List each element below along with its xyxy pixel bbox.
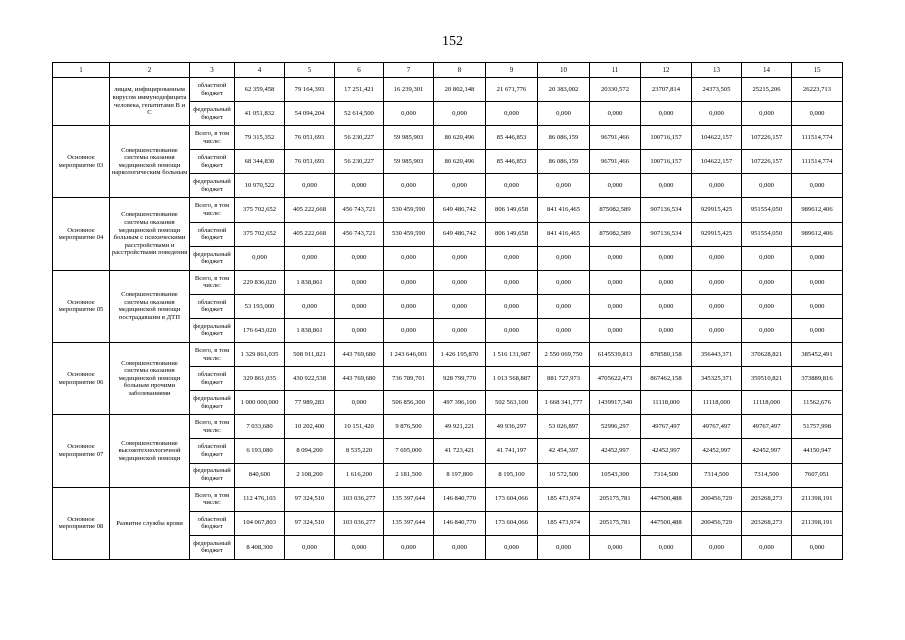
column-header: 10 bbox=[538, 63, 590, 78]
value-cell: 356443,371 bbox=[692, 343, 742, 367]
value-cell: 7314,500 bbox=[742, 463, 792, 487]
column-header: 6 bbox=[335, 63, 384, 78]
value-cell: 0,000 bbox=[590, 174, 641, 198]
value-cell: 20 383,002 bbox=[538, 78, 590, 102]
value-cell: 16 239,301 bbox=[384, 78, 434, 102]
value-cell: 0,000 bbox=[486, 318, 538, 342]
funding-source-cell: областной бюджет bbox=[190, 150, 235, 174]
column-header: 12 bbox=[641, 63, 692, 78]
value-cell: 11118,000 bbox=[692, 391, 742, 415]
value-cell: 205175,781 bbox=[590, 487, 641, 511]
value-cell: 7607,051 bbox=[792, 463, 843, 487]
value-cell: 1 013 568,887 bbox=[486, 367, 538, 391]
value-cell: 86 086,159 bbox=[538, 126, 590, 150]
value-cell: 0,000 bbox=[434, 270, 486, 294]
value-cell: 8 535,220 bbox=[335, 439, 384, 463]
value-cell: 0,000 bbox=[590, 270, 641, 294]
value-cell: 211398,191 bbox=[792, 487, 843, 511]
event-name-cell: Совершенствование высокотехнологичной медицинской помощи bbox=[110, 415, 190, 487]
value-cell: 0,000 bbox=[590, 246, 641, 270]
funding-source-cell: областной бюджет bbox=[190, 511, 235, 535]
value-cell: 42 454,397 bbox=[538, 439, 590, 463]
event-name-cell: лицам, инфицированным вирусом иммунодефицита человека, гепатитами B и C bbox=[110, 78, 190, 126]
value-cell: 11562,676 bbox=[792, 391, 843, 415]
value-cell: 907136,534 bbox=[641, 198, 692, 222]
value-cell: 0,000 bbox=[335, 246, 384, 270]
value-cell: 85 446,853 bbox=[486, 126, 538, 150]
value-cell: 0,000 bbox=[792, 102, 843, 126]
value-cell: 107226,157 bbox=[742, 150, 792, 174]
value-cell: 929915,425 bbox=[692, 222, 742, 246]
funding-source-cell: федеральный бюджет bbox=[190, 102, 235, 126]
value-cell: 875082,589 bbox=[590, 198, 641, 222]
value-cell: 100716,157 bbox=[641, 126, 692, 150]
value-cell: 0,000 bbox=[792, 174, 843, 198]
value-cell: 0,000 bbox=[742, 294, 792, 318]
value-cell: 875082,589 bbox=[590, 222, 641, 246]
value-cell: 185 473,974 bbox=[538, 511, 590, 535]
value-cell: 111514,774 bbox=[792, 150, 843, 174]
value-cell: 112 476,103 bbox=[235, 487, 285, 511]
funding-source-cell: Всего, в том числе: bbox=[190, 198, 235, 222]
funding-source-cell: федеральный бюджет bbox=[190, 463, 235, 487]
value-cell: 56 230,227 bbox=[335, 150, 384, 174]
funding-source-cell: Всего, в том числе: bbox=[190, 343, 235, 367]
value-cell: 7314,500 bbox=[692, 463, 742, 487]
funding-source-cell: федеральный бюджет bbox=[190, 246, 235, 270]
value-cell: 146 840,770 bbox=[434, 511, 486, 535]
value-cell: 0,000 bbox=[486, 270, 538, 294]
value-cell: 0,000 bbox=[641, 270, 692, 294]
value-cell: 0,000 bbox=[641, 318, 692, 342]
value-cell: 329 861,035 bbox=[235, 367, 285, 391]
value-cell: 0,000 bbox=[792, 535, 843, 559]
value-cell: 200456,729 bbox=[692, 511, 742, 535]
value-cell: 103 036,277 bbox=[335, 511, 384, 535]
value-cell: 59 985,903 bbox=[384, 126, 434, 150]
value-cell: 79 315,352 bbox=[235, 126, 285, 150]
value-cell: 42452,997 bbox=[590, 439, 641, 463]
value-cell: 24373,505 bbox=[692, 78, 742, 102]
table-row bbox=[53, 343, 843, 367]
value-cell: 211398,191 bbox=[792, 511, 843, 535]
value-cell: 0,000 bbox=[335, 174, 384, 198]
value-cell: 0,000 bbox=[384, 174, 434, 198]
value-cell: 951554,050 bbox=[742, 222, 792, 246]
value-cell: 100716,157 bbox=[641, 150, 692, 174]
value-cell: 0,000 bbox=[384, 535, 434, 559]
value-cell: 0,000 bbox=[590, 102, 641, 126]
value-cell: 1 616,200 bbox=[335, 463, 384, 487]
value-cell: 929915,425 bbox=[692, 198, 742, 222]
funding-source-cell: областной бюджет bbox=[190, 222, 235, 246]
column-header: 3 bbox=[190, 63, 235, 78]
value-cell: 0,000 bbox=[641, 294, 692, 318]
value-cell: 0,000 bbox=[434, 535, 486, 559]
value-cell: 530 459,590 bbox=[384, 198, 434, 222]
value-cell: 0,000 bbox=[538, 246, 590, 270]
value-cell: 7314,500 bbox=[641, 463, 692, 487]
value-cell: 8 195,100 bbox=[486, 463, 538, 487]
value-cell: 41 723,421 bbox=[434, 439, 486, 463]
funding-source-cell: областной бюджет bbox=[190, 294, 235, 318]
event-name-cell: Совершенствование системы оказания медицинской помощи больным с психическими расстройствами и расстройствами поведения bbox=[110, 198, 190, 270]
event-cell: Основное мероприятие 06 bbox=[53, 343, 110, 415]
value-cell: 530 459,590 bbox=[384, 222, 434, 246]
value-cell: 0,000 bbox=[641, 535, 692, 559]
value-cell: 447500,488 bbox=[641, 487, 692, 511]
value-cell: 25215,206 bbox=[742, 78, 792, 102]
value-cell: 989612,406 bbox=[792, 222, 843, 246]
value-cell: 0,000 bbox=[434, 246, 486, 270]
value-cell: 841 416,465 bbox=[538, 222, 590, 246]
value-cell: 52 614,500 bbox=[335, 102, 384, 126]
value-cell: 0,000 bbox=[434, 102, 486, 126]
event-name-cell: Совершенствование системы оказания медицинской помощи больным прочими заболеваниями bbox=[110, 343, 190, 415]
value-cell: 0,000 bbox=[742, 174, 792, 198]
value-cell: 42452,997 bbox=[692, 439, 742, 463]
value-cell: 0,000 bbox=[335, 391, 384, 415]
event-cell: Основное мероприятие 05 bbox=[53, 270, 110, 342]
value-cell: 0,000 bbox=[742, 318, 792, 342]
value-cell: 54 094,204 bbox=[285, 102, 335, 126]
value-cell: 62 359,458 bbox=[235, 78, 285, 102]
value-cell: 0,000 bbox=[641, 102, 692, 126]
value-cell: 841 416,465 bbox=[538, 198, 590, 222]
value-cell: 508 911,821 bbox=[285, 343, 335, 367]
value-cell: 447500,488 bbox=[641, 511, 692, 535]
value-cell: 0,000 bbox=[335, 270, 384, 294]
value-cell: 951554,050 bbox=[742, 198, 792, 222]
event-name-cell: Совершенствование системы оказания медицинской помощи пострадавшим в ДТП bbox=[110, 270, 190, 342]
value-cell: 41 741,197 bbox=[486, 439, 538, 463]
value-cell: 10 970,522 bbox=[235, 174, 285, 198]
value-cell: 10 572,500 bbox=[538, 463, 590, 487]
value-cell: 80 620,496 bbox=[434, 150, 486, 174]
value-cell: 375 702,652 bbox=[235, 198, 285, 222]
value-cell: 1 516 131,987 bbox=[486, 343, 538, 367]
value-cell: 97 324,510 bbox=[285, 487, 335, 511]
event-cell: Основное мероприятие 04 bbox=[53, 198, 110, 270]
value-cell: 0,000 bbox=[692, 246, 742, 270]
value-cell: 1 668 341,777 bbox=[538, 391, 590, 415]
column-header: 4 bbox=[235, 63, 285, 78]
funding-source-cell: областной бюджет bbox=[190, 367, 235, 391]
budget-table bbox=[52, 62, 843, 560]
value-cell: 497 396,100 bbox=[434, 391, 486, 415]
value-cell: 68 344,830 bbox=[235, 150, 285, 174]
value-cell: 506 856,300 bbox=[384, 391, 434, 415]
value-cell: 53 193,000 bbox=[235, 294, 285, 318]
value-cell: 103 036,277 bbox=[335, 487, 384, 511]
value-cell: 11118,000 bbox=[641, 391, 692, 415]
column-header: 11 bbox=[590, 63, 641, 78]
value-cell: 375 702,652 bbox=[235, 222, 285, 246]
value-cell: 0,000 bbox=[384, 294, 434, 318]
value-cell: 10 151,420 bbox=[335, 415, 384, 439]
value-cell: 0,000 bbox=[590, 318, 641, 342]
value-cell: 0,000 bbox=[538, 174, 590, 198]
value-cell: 7 695,000 bbox=[384, 439, 434, 463]
value-cell: 806 149,658 bbox=[486, 198, 538, 222]
value-cell: 0,000 bbox=[792, 270, 843, 294]
value-cell: 0,000 bbox=[641, 174, 692, 198]
value-cell: 104 067,803 bbox=[235, 511, 285, 535]
value-cell: 0,000 bbox=[692, 294, 742, 318]
value-cell: 203268,273 bbox=[742, 487, 792, 511]
value-cell: 840,600 bbox=[235, 463, 285, 487]
value-cell: 185 473,974 bbox=[538, 487, 590, 511]
value-cell: 11118,000 bbox=[742, 391, 792, 415]
value-cell: 21 671,776 bbox=[486, 78, 538, 102]
value-cell: 806 149,658 bbox=[486, 222, 538, 246]
value-cell: 878580,158 bbox=[641, 343, 692, 367]
value-cell: 0,000 bbox=[792, 246, 843, 270]
value-cell: 51757,998 bbox=[792, 415, 843, 439]
value-cell: 649 486,742 bbox=[434, 222, 486, 246]
value-cell: 173 604,066 bbox=[486, 487, 538, 511]
funding-source-cell: федеральный бюджет bbox=[190, 174, 235, 198]
value-cell: 56 230,227 bbox=[335, 126, 384, 150]
value-cell: 49 921,221 bbox=[434, 415, 486, 439]
table-row bbox=[53, 78, 843, 102]
value-cell: 1 329 861,035 bbox=[235, 343, 285, 367]
table-row bbox=[53, 270, 843, 294]
value-cell: 1 243 646,001 bbox=[384, 343, 434, 367]
value-cell: 173 604,066 bbox=[486, 511, 538, 535]
value-cell: 0,000 bbox=[285, 246, 335, 270]
funding-source-cell: федеральный бюджет bbox=[190, 391, 235, 415]
value-cell: 111514,774 bbox=[792, 126, 843, 150]
value-cell: 370628,821 bbox=[742, 343, 792, 367]
column-header: 5 bbox=[285, 63, 335, 78]
value-cell: 6145539,813 bbox=[590, 343, 641, 367]
value-cell: 20330,572 bbox=[590, 78, 641, 102]
value-cell: 405 222,668 bbox=[285, 222, 335, 246]
value-cell: 7 033,680 bbox=[235, 415, 285, 439]
value-cell: 49767,497 bbox=[641, 415, 692, 439]
value-cell: 135 397,644 bbox=[384, 511, 434, 535]
value-cell: 76 051,693 bbox=[285, 126, 335, 150]
value-cell: 385452,491 bbox=[792, 343, 843, 367]
value-cell: 8 094,200 bbox=[285, 439, 335, 463]
table-row bbox=[53, 415, 843, 439]
value-cell: 2 181,500 bbox=[384, 463, 434, 487]
value-cell: 17 251,421 bbox=[335, 78, 384, 102]
value-cell: 736 789,701 bbox=[384, 367, 434, 391]
value-cell: 135 397,644 bbox=[384, 487, 434, 511]
value-cell: 146 840,770 bbox=[434, 487, 486, 511]
value-cell: 1 838,861 bbox=[285, 270, 335, 294]
value-cell: 9 876,500 bbox=[384, 415, 434, 439]
value-cell: 229 836,020 bbox=[235, 270, 285, 294]
value-cell: 59 985,903 bbox=[384, 150, 434, 174]
value-cell: 0,000 bbox=[335, 318, 384, 342]
funding-source-cell: Всего, в том числе: bbox=[190, 270, 235, 294]
value-cell: 0,000 bbox=[538, 318, 590, 342]
value-cell: 2 108,200 bbox=[285, 463, 335, 487]
value-cell: 76 051,693 bbox=[285, 150, 335, 174]
value-cell: 0,000 bbox=[742, 102, 792, 126]
value-cell: 10 202,400 bbox=[285, 415, 335, 439]
value-cell: 6 193,080 bbox=[235, 439, 285, 463]
value-cell: 0,000 bbox=[235, 246, 285, 270]
column-header: 2 bbox=[110, 63, 190, 78]
value-cell: 26223,713 bbox=[792, 78, 843, 102]
value-cell: 104622,157 bbox=[692, 126, 742, 150]
value-cell: 0,000 bbox=[692, 102, 742, 126]
value-cell: 0,000 bbox=[285, 294, 335, 318]
value-cell: 49767,497 bbox=[742, 415, 792, 439]
column-header: 8 bbox=[434, 63, 486, 78]
event-name-cell: Совершенствование системы оказания медицинской помощи наркологическим больным bbox=[110, 126, 190, 198]
event-cell: Основное мероприятие 07 bbox=[53, 415, 110, 487]
value-cell: 0,000 bbox=[285, 174, 335, 198]
value-cell: 1439917,340 bbox=[590, 391, 641, 415]
value-cell: 989612,406 bbox=[792, 198, 843, 222]
event-cell: Основное мероприятие 08 bbox=[53, 487, 110, 559]
value-cell: 10543,300 bbox=[590, 463, 641, 487]
value-cell: 0,000 bbox=[692, 174, 742, 198]
table-row bbox=[53, 126, 843, 150]
column-header: 9 bbox=[486, 63, 538, 78]
value-cell: 107226,157 bbox=[742, 126, 792, 150]
value-cell: 405 222,668 bbox=[285, 198, 335, 222]
value-cell: 443 769,680 bbox=[335, 367, 384, 391]
value-cell: 373889,816 bbox=[792, 367, 843, 391]
value-cell: 881 727,973 bbox=[538, 367, 590, 391]
value-cell: 1 000 000,000 bbox=[235, 391, 285, 415]
value-cell: 1 426 195,870 bbox=[434, 343, 486, 367]
value-cell: 0,000 bbox=[538, 535, 590, 559]
value-cell: 77 989,283 bbox=[285, 391, 335, 415]
value-cell: 96791,466 bbox=[590, 150, 641, 174]
value-cell: 359510,821 bbox=[742, 367, 792, 391]
value-cell: 0,000 bbox=[384, 318, 434, 342]
funding-source-cell: Всего, в том числе: bbox=[190, 487, 235, 511]
value-cell: 0,000 bbox=[742, 270, 792, 294]
event-name-cell: Развитие службы крови bbox=[110, 487, 190, 559]
value-cell: 0,000 bbox=[434, 318, 486, 342]
value-cell: 97 324,510 bbox=[285, 511, 335, 535]
value-cell: 0,000 bbox=[384, 270, 434, 294]
value-cell: 0,000 bbox=[486, 294, 538, 318]
value-cell: 443 769,680 bbox=[335, 343, 384, 367]
value-cell: 79 164,393 bbox=[285, 78, 335, 102]
value-cell: 205175,781 bbox=[590, 511, 641, 535]
value-cell: 1 838,861 bbox=[285, 318, 335, 342]
value-cell: 456 743,721 bbox=[335, 198, 384, 222]
column-header: 13 bbox=[692, 63, 742, 78]
value-cell: 867462,158 bbox=[641, 367, 692, 391]
value-cell: 0,000 bbox=[792, 318, 843, 342]
funding-source-cell: областной бюджет bbox=[190, 78, 235, 102]
value-cell: 200456,729 bbox=[692, 487, 742, 511]
value-cell: 0,000 bbox=[335, 535, 384, 559]
value-cell: 0,000 bbox=[434, 294, 486, 318]
value-cell: 8 408,300 bbox=[235, 535, 285, 559]
funding-source-cell: Всего, в том числе: bbox=[190, 415, 235, 439]
value-cell: 0,000 bbox=[692, 270, 742, 294]
value-cell: 8 197,800 bbox=[434, 463, 486, 487]
event-cell: Основное мероприятие 03 bbox=[53, 126, 110, 198]
column-header: 7 bbox=[384, 63, 434, 78]
value-cell: 176 643,020 bbox=[235, 318, 285, 342]
value-cell: 345325,371 bbox=[692, 367, 742, 391]
column-header: 14 bbox=[742, 63, 792, 78]
value-cell: 49767,497 bbox=[692, 415, 742, 439]
value-cell: 0,000 bbox=[384, 102, 434, 126]
value-cell: 44150,947 bbox=[792, 439, 843, 463]
value-cell: 0,000 bbox=[434, 174, 486, 198]
value-cell: 0,000 bbox=[590, 294, 641, 318]
value-cell: 0,000 bbox=[538, 270, 590, 294]
funding-source-cell: Всего, в том числе: bbox=[190, 126, 235, 150]
value-cell: 0,000 bbox=[335, 294, 384, 318]
value-cell: 0,000 bbox=[486, 246, 538, 270]
value-cell: 0,000 bbox=[384, 246, 434, 270]
value-cell: 0,000 bbox=[285, 535, 335, 559]
table-row bbox=[53, 198, 843, 222]
value-cell: 0,000 bbox=[590, 535, 641, 559]
page-number: 152 bbox=[442, 34, 463, 49]
value-cell: 0,000 bbox=[692, 318, 742, 342]
value-cell: 104622,157 bbox=[692, 150, 742, 174]
value-cell: 42452,997 bbox=[742, 439, 792, 463]
funding-source-cell: областной бюджет bbox=[190, 439, 235, 463]
value-cell: 53 026,897 bbox=[538, 415, 590, 439]
value-cell: 0,000 bbox=[538, 102, 590, 126]
value-cell: 0,000 bbox=[692, 535, 742, 559]
value-cell: 0,000 bbox=[486, 535, 538, 559]
value-cell: 203268,273 bbox=[742, 511, 792, 535]
column-header: 15 bbox=[792, 63, 843, 78]
table-row bbox=[53, 487, 843, 511]
value-cell: 0,000 bbox=[742, 246, 792, 270]
value-cell: 0,000 bbox=[486, 102, 538, 126]
value-cell: 456 743,721 bbox=[335, 222, 384, 246]
value-cell: 23707,814 bbox=[641, 78, 692, 102]
value-cell: 928 799,770 bbox=[434, 367, 486, 391]
value-cell: 4705622,473 bbox=[590, 367, 641, 391]
value-cell: 80 620,496 bbox=[434, 126, 486, 150]
funding-source-cell: федеральный бюджет bbox=[190, 318, 235, 342]
value-cell: 52996,297 bbox=[590, 415, 641, 439]
event-cell bbox=[53, 78, 110, 126]
value-cell: 0,000 bbox=[792, 294, 843, 318]
value-cell: 502 563,100 bbox=[486, 391, 538, 415]
value-cell: 41 051,832 bbox=[235, 102, 285, 126]
value-cell: 907136,534 bbox=[641, 222, 692, 246]
value-cell: 42452,997 bbox=[641, 439, 692, 463]
value-cell: 86 086,159 bbox=[538, 150, 590, 174]
value-cell: 49 936,297 bbox=[486, 415, 538, 439]
value-cell: 649 486,742 bbox=[434, 198, 486, 222]
value-cell: 96791,466 bbox=[590, 126, 641, 150]
value-cell: 85 446,853 bbox=[486, 150, 538, 174]
value-cell: 0,000 bbox=[538, 294, 590, 318]
value-cell: 0,000 bbox=[641, 246, 692, 270]
column-header: 1 bbox=[53, 63, 110, 78]
value-cell: 430 922,538 bbox=[285, 367, 335, 391]
value-cell: 0,000 bbox=[486, 174, 538, 198]
value-cell: 20 802,148 bbox=[434, 78, 486, 102]
funding-source-cell: федеральный бюджет bbox=[190, 535, 235, 559]
value-cell: 0,000 bbox=[742, 535, 792, 559]
value-cell: 2 550 069,750 bbox=[538, 343, 590, 367]
header-row bbox=[53, 63, 843, 78]
